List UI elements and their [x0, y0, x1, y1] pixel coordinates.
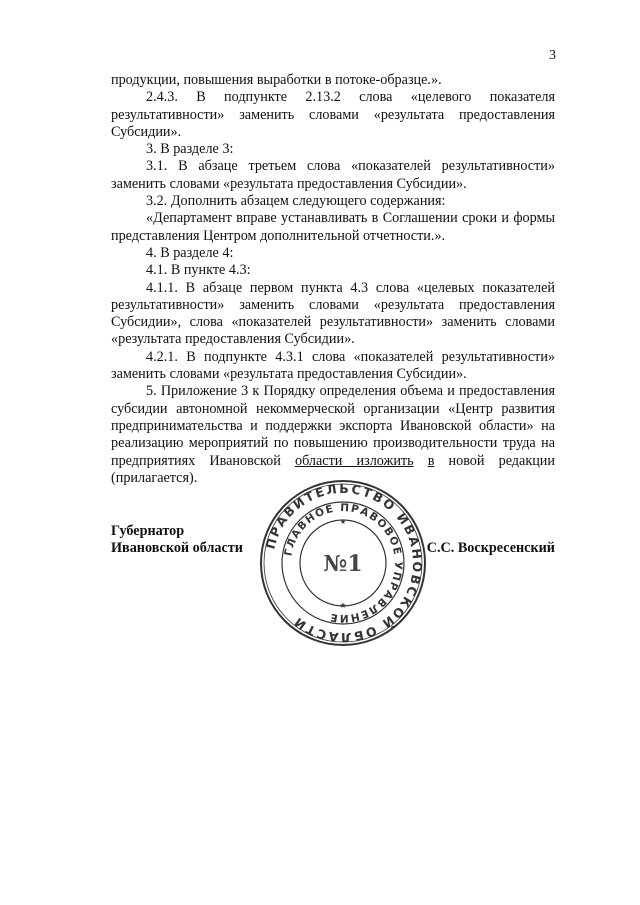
signatory-title [111, 523, 243, 558]
paragraph-4-1-1-rest: результативности» заменить словами «результата предоставления Субсидии», слова «показателей результативности» заменить словами «результата предоставления Субсидии». [111, 296, 555, 348]
paragraph-4-2-1-first-line: 4.2.1. В подпункте 4.3.1 слова «показателей результативности» [146, 348, 555, 365]
paragraph-3-1-first-line: 3.1. В абзаце третьем слова «показателей результативности» [146, 158, 555, 175]
document-body [111, 72, 555, 487]
paragraph-3-1-rest: заменить словами «результата предоставления Субсидии». [111, 175, 467, 192]
official-seal [258, 478, 428, 648]
paragraph-4-1-1-first-line: 4.1.1. В абзаце первом пункта 4.3 слова «целевых показателей [146, 279, 555, 296]
paragraph-5-tail: новой редакции (прилагается). [111, 452, 555, 486]
paragraph-section-4: 4. В разделе 4: [146, 244, 234, 261]
signatory-title-line-1: Губернатор [111, 523, 185, 539]
paragraph-section-3: 3. В разделе 3: [146, 141, 234, 158]
paragraph-continuation: продукции, повышения выработки в потоке-образце.». [111, 72, 442, 88]
paragraph-3-2: 3.2. Дополнить абзацем следующего содержания: [146, 193, 446, 210]
underlined-word: в [427, 452, 435, 469]
paragraph-quote-rest: представления Центром дополнительной отчетности.». [111, 227, 446, 244]
paragraph-4-2-1-rest: заменить словами «результата предоставления Субсидии». [111, 366, 467, 383]
paragraph-5-rest [111, 401, 555, 487]
seal-star-bottom: ★ [339, 601, 347, 610]
paragraph-5-first-line: 5. Приложение 3 к Порядку определения объема и предоставления [146, 383, 555, 400]
signatory-title-line-2: Ивановской области [111, 540, 243, 557]
paragraph-quote-first-line: «Департамент вправе устанавливать в Соглашении сроки и формы [146, 210, 555, 227]
paragraph-5-text: субсидии автономной некоммерческой организации «Центр развития предпринимательства и поддержки экспорта Ивановской области» на реализацию мероприятий по повышению производительности труда на предприятиях Ивановской [111, 400, 555, 469]
seal-number: №1 [323, 551, 363, 577]
signatory-name: С.С. Воскресенский [426, 540, 555, 556]
seal-star-top: ★ [339, 518, 347, 526]
underlined-space [414, 453, 428, 469]
paragraph-2-4-3-first-line: 2.4.3. В подпункте 2.13.2 слова «целевого показателя [146, 89, 555, 106]
seal-inner-text: ГЛАВНОЕ ПРАВОВОЕ УПРАВЛЕНИЕ [282, 501, 405, 625]
paragraph-2-4-3-rest: результативности» заменить словами «результата предоставления Субсидии». [111, 106, 555, 140]
seal-outer-text: ПРАВИТЕЛЬСТВО ИВАНОВСКОЙ ОБЛАСТИ [262, 480, 426, 646]
seal-graphic [258, 478, 428, 648]
underlined-phrase: области изложить [294, 452, 414, 469]
page-number: 3 [549, 48, 556, 63]
paragraph-4-1: 4.1. В пункте 4.3: [146, 262, 251, 279]
